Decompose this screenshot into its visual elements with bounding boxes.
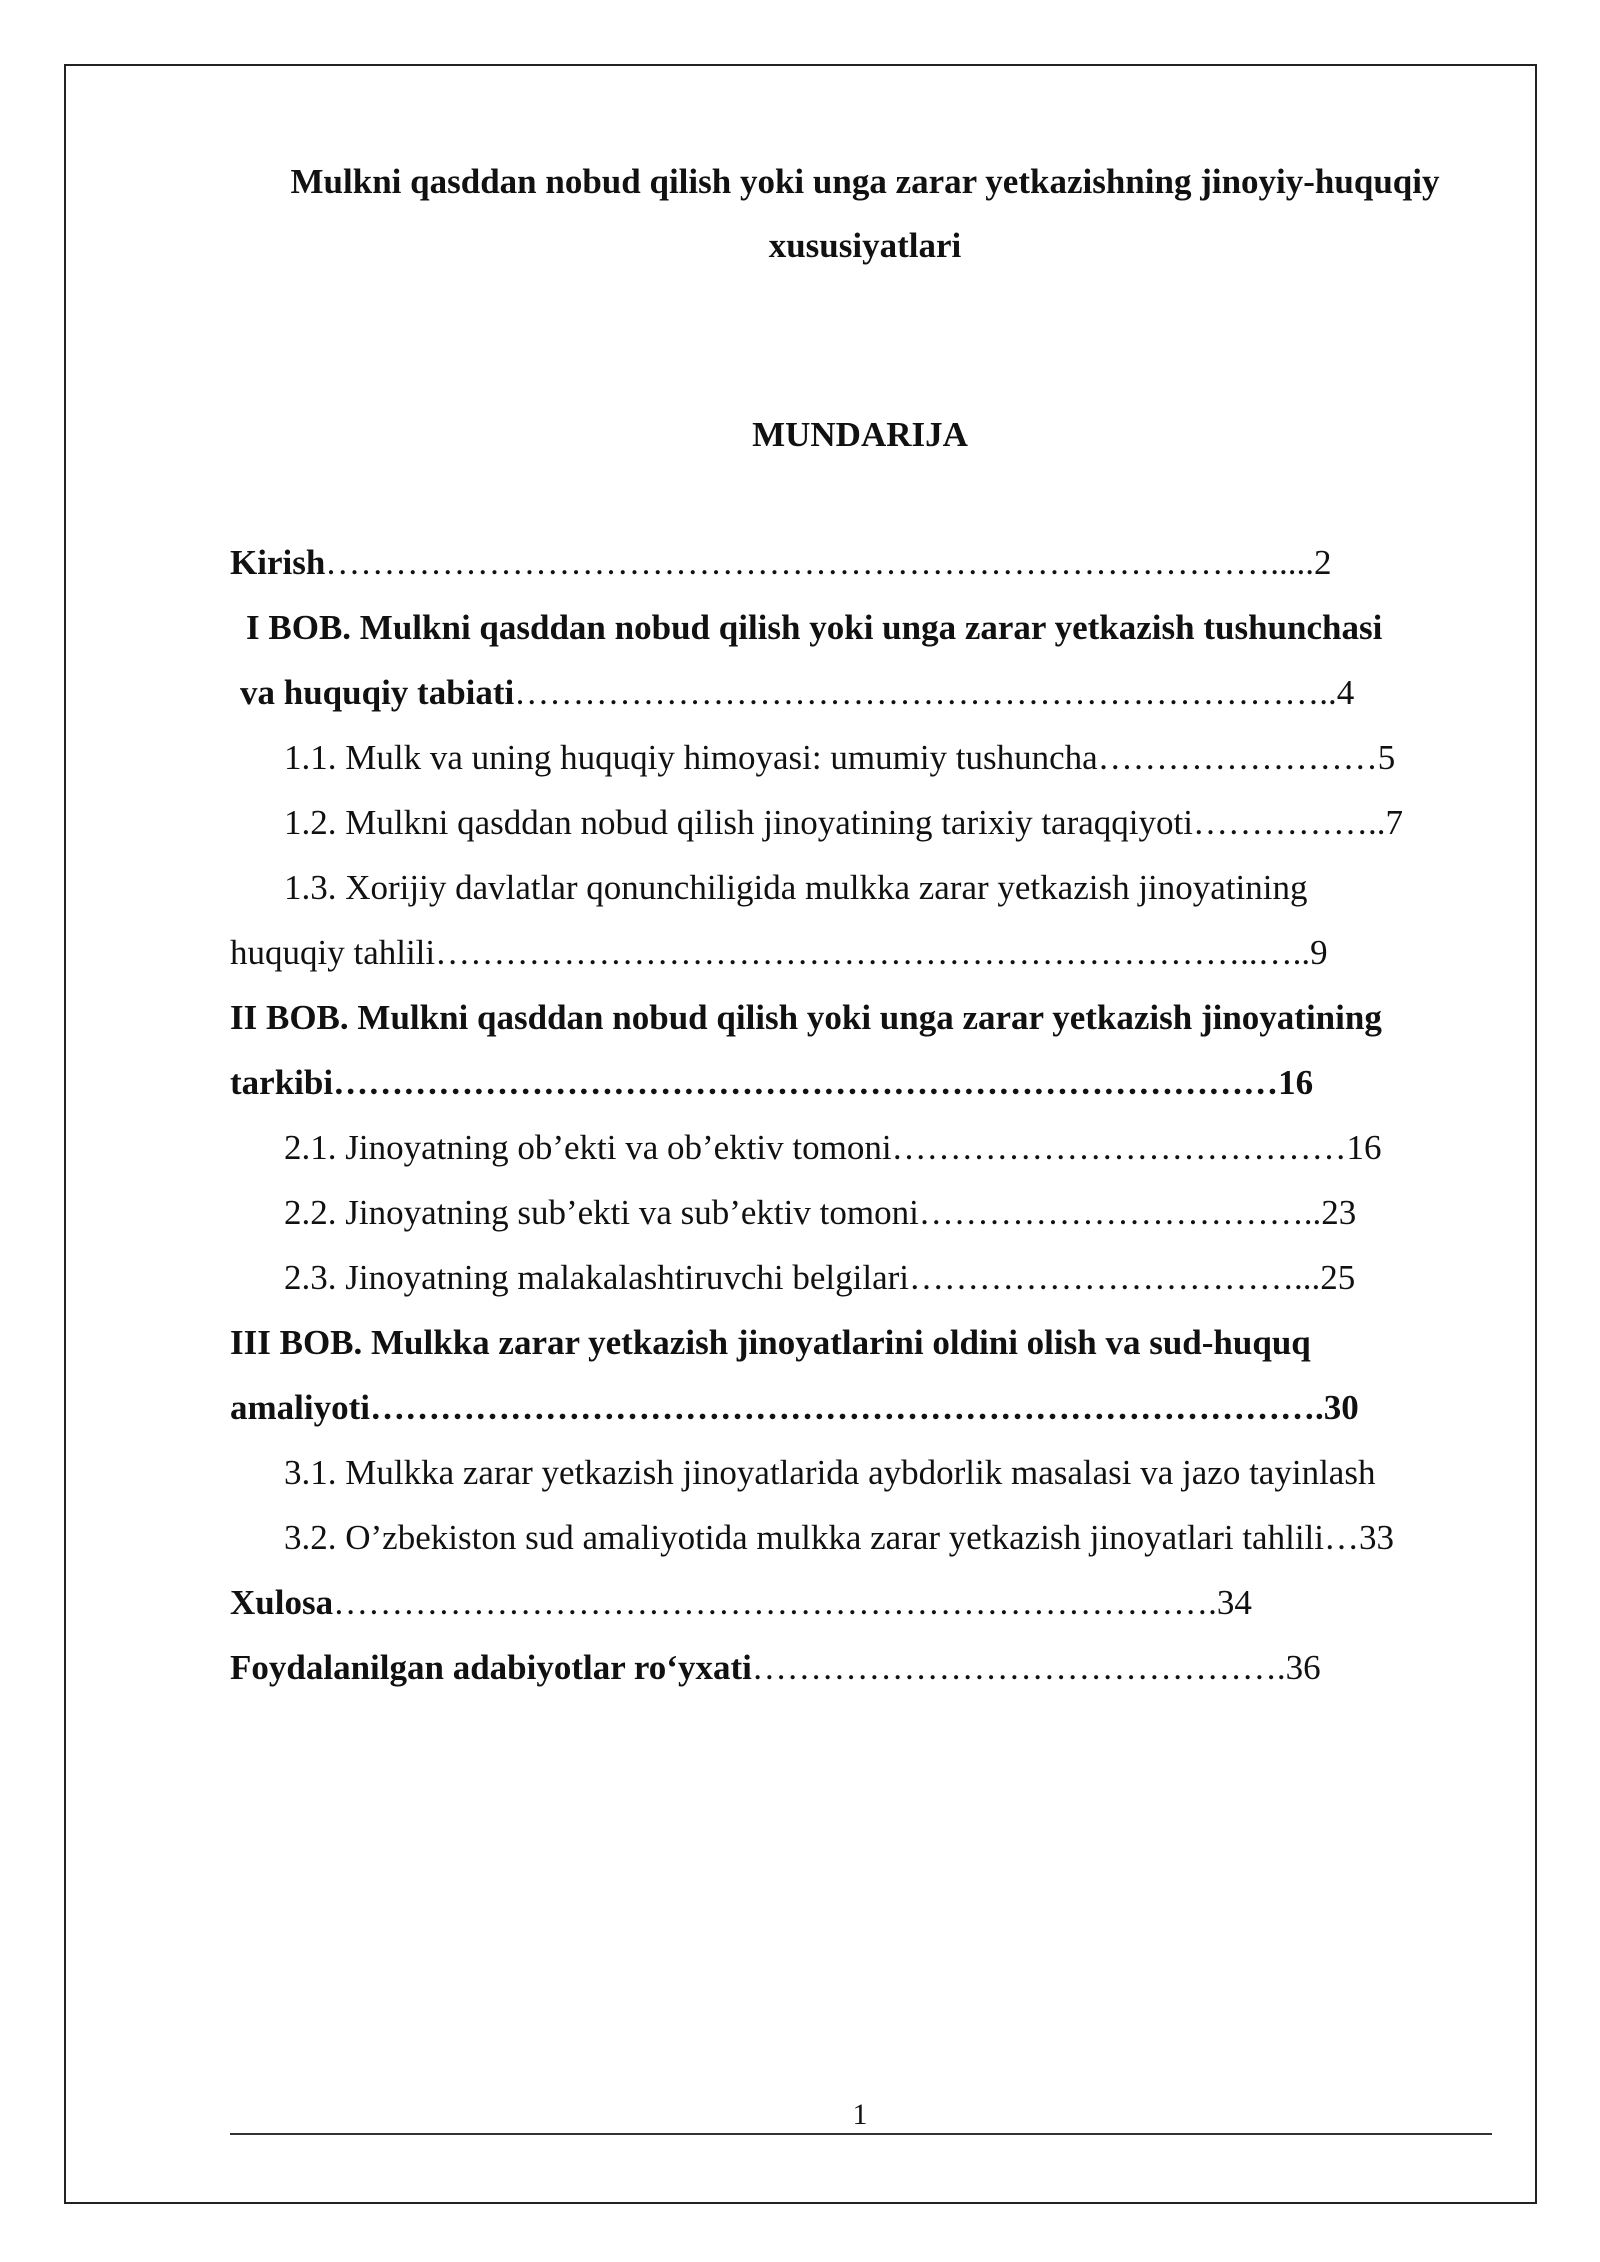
toc-entry-1-3-line1[interactable]: 1.3. Xorijiy davlatlar qonunchiligida mulkka zarar yetkazish jinoyatining <box>284 868 1308 907</box>
toc-entry-1-3-line2[interactable]: huquqiy tahlili……………………………………………………………..…..9 <box>230 933 1328 972</box>
toc-entry-bob1-line2[interactable] <box>240 668 1354 718</box>
page-number: 1 <box>852 2098 868 2131</box>
toc-entry-1-2[interactable]: 1.2. Mulkni qasddan nobud qilish jinoyatining tarixiy taraqqiyoti……………..7 <box>284 803 1403 842</box>
toc-entry-kirish[interactable] <box>230 538 1332 588</box>
toc-entry-adabiyot[interactable] <box>230 1643 1321 1693</box>
toc-entry-2-3[interactable]: 2.3. Jinoyatning malakalashtiruvchi belgilari……………………………...25 <box>284 1258 1356 1297</box>
toc-entry-3-1[interactable]: 3.1. Mulkka zarar yetkazish jinoyatlarida aybdorlik masalasi va jazo tayinlash <box>284 1453 1376 1492</box>
toc-entry-3-2[interactable]: 3.2. O’zbekiston sud amaliyotida mulkka zarar yetkazish jinoyatlari tahlili…33 <box>284 1518 1394 1557</box>
toc-entry-2-1[interactable]: 2.1. Jinoyatning ob’ekti va ob’ektiv tomoni…………………………………16 <box>284 1128 1382 1167</box>
toc-entry-leader: ………………………………………………………………….34 <box>333 1583 1252 1622</box>
toc-entry-bob2-line2[interactable]: tarkibi………………………………………………………………………16 <box>230 1063 1314 1102</box>
toc-entry-leader: ……………………………………….36 <box>751 1648 1321 1687</box>
toc-entry-label: Xulosa <box>230 1583 334 1622</box>
toc-entry-label: Kirish <box>230 543 326 582</box>
document-title-line2: xususiyatlari <box>768 226 962 265</box>
toc-entry-bob1-line1[interactable]: I BOB. Mulkni qasddan nobud qilish yoki unga zarar yetkazish tushunchasi <box>246 608 1383 647</box>
toc-entry-label: Foydalanilgan adabiyotlar ro‘yxati <box>230 1648 752 1687</box>
toc-entry-bob3-line1[interactable]: III BOB. Mulkka zarar yetkazish jinoyatlarini oldini olish va sud-huquq <box>230 1323 1311 1362</box>
toc-entry-xulosa[interactable] <box>230 1578 1252 1628</box>
toc-entry-label: va huquqiy tabiati <box>240 673 515 712</box>
toc-entry-1-1[interactable]: 1.1. Mulk va uning huquqiy himoyasi: umumiy tushuncha……………………5 <box>284 738 1396 777</box>
toc-entry-leader: ……………………………………………………………..4 <box>514 673 1355 712</box>
footer-divider <box>230 2133 1492 2135</box>
toc-heading: MUNDARIJA <box>752 415 968 454</box>
document-title-line1: Mulkni qasddan nobud qilish yoki unga zarar yetkazishning jinoyiy-huquqiy <box>290 162 1440 201</box>
toc-entry-bob2-line1[interactable]: II BOB. Mulkni qasddan nobud qilish yoki unga zarar yetkazish jinoyatining <box>230 998 1382 1037</box>
toc-entry-bob3-line2[interactable]: amaliyoti……………………………………………………………………….30 <box>230 1388 1359 1427</box>
toc-entry-leader: ……………………………………………………………………….....2 <box>325 543 1332 582</box>
document-title <box>230 150 1500 278</box>
toc-entry-2-2[interactable]: 2.2. Jinoyatning sub’ekti va sub’ektiv tomoni……………………………..23 <box>284 1193 1357 1232</box>
